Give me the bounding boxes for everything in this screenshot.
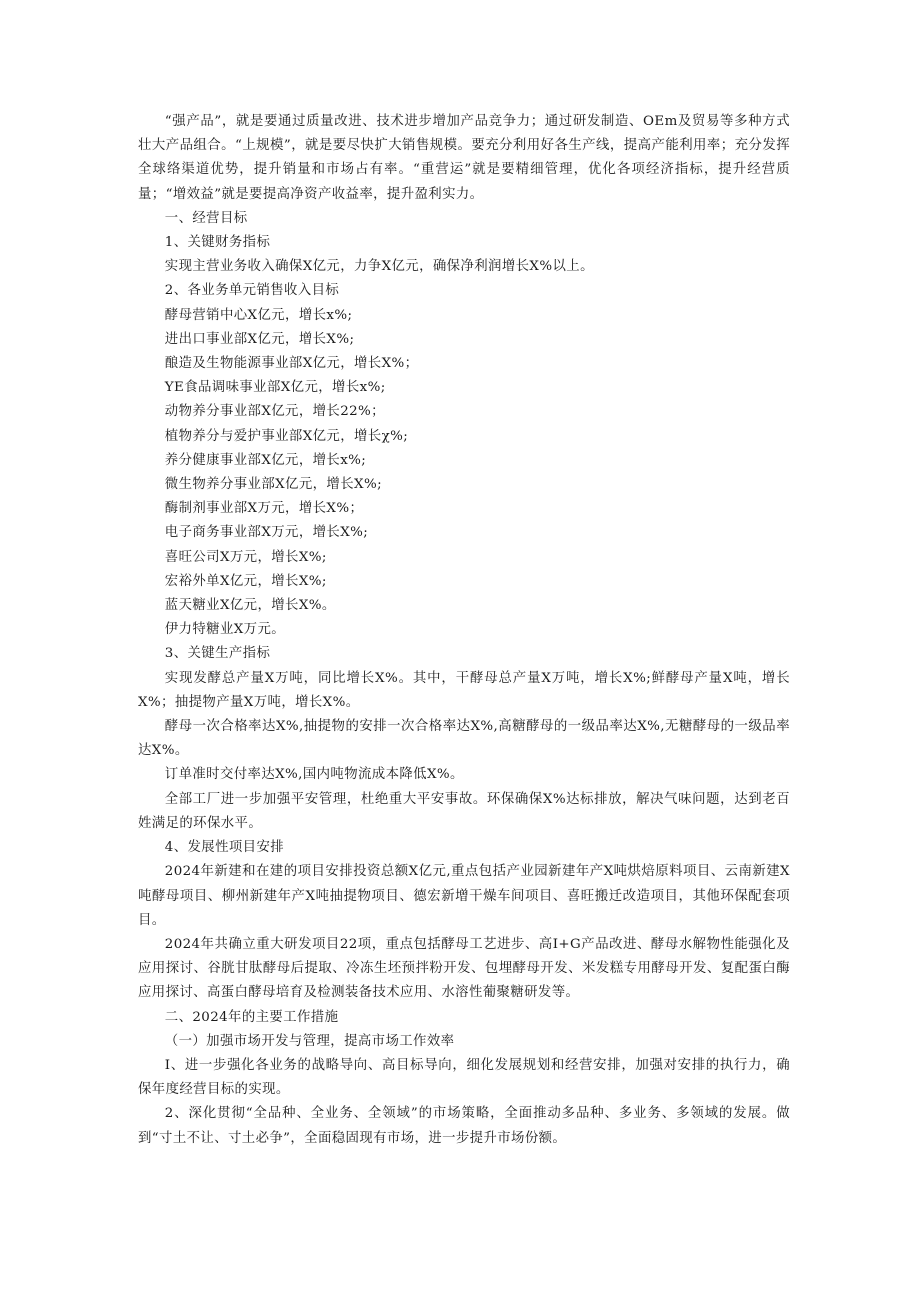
section-heading-business-goals: 一、经营目标: [164, 210, 248, 226]
investment-projects-paragraph: 2024年新建和在建的项目安排投资总额X亿元,重点包括产业园新建年产X吨烘焙原料项目、云南新建X吨酵母项目、柳州新建年产X吨抽提物项目、德宏新增干燥车间项目、喜旺搬迁改造项目，其他环保配套项目。: [138, 864, 790, 928]
unit-target-animal-nutrition: 动物养分事业部X亿元，增长22%；: [164, 404, 385, 420]
unit-target-xiwang: 喜旺公司X万元，增长X%;: [164, 549, 327, 565]
subheading-unit-sales-targets: 2、各业务单元销售收入目标: [164, 283, 340, 299]
unit-target-ecommerce: 电子商务事业部X万元，增长X%;: [164, 525, 369, 541]
rd-projects-paragraph: 2024年共确立重大研发项目22项，重点包括酵母工艺进步、高I+G产品改进、酵母水解物性能强化及应用探讨、谷胱甘肽酵母后提取、冷冻生坯预拌粉开发、包埋酵母开发、米发糕专用酵母开发、复配蛋白酶应用探讨、高蛋白酵母培育及检测装备技术应用、水溶性葡聚糖研发等。: [138, 936, 790, 1001]
document-body: [138, 110, 790, 1151]
measure-1-paragraph: I、进一步强化各业务的战略导向、高目标导向，细化发展规划和经营安排，加强对安排的执行力，确保年度经营目标的实现。: [138, 1057, 790, 1098]
quality-rate-paragraph: 酵母一次合格率达X%,抽提物的安排一次合格率达X%,高糖酵母的一级品率达X%,无糖酵母的一级品率达X%。: [138, 719, 790, 759]
unit-target-lantian-sugar: 蓝天糖业X亿元，增长X%。: [164, 598, 336, 614]
unit-target-yilite-sugar: 伊力特糖业X万元。: [164, 622, 286, 638]
safety-environment-paragraph: 全部工厂进一步加强平安管理，杜绝重大平安事故。环保确保X%达标排放，解决气味问题，达到老百姓满足的环保水平。: [138, 791, 790, 831]
unit-target-plant-nutrition: 植物养分与爱护事业部X亿元，增长χ%;: [164, 428, 409, 444]
unit-target-hongyu: 宏裕外单X亿元，增长X%;: [164, 573, 327, 589]
unit-target-enzyme: 酶制剂事业部X万元，增长X%；: [164, 501, 364, 517]
subheading-financial-indicators: 1、关键财务指标: [164, 235, 271, 251]
subheading-production-indicators: 3、关键生产指标: [164, 646, 271, 662]
delivery-logistics-paragraph: 订单准时交付率达X%,国内吨物流成本降低X%。: [164, 767, 464, 783]
unit-target-import-export: 进出口事业部X亿元，增长X%;: [164, 331, 355, 347]
subsection-market-development: （一）加强市场开发与管理，提高市场工作效率: [164, 1033, 455, 1049]
unit-target-yeast-marketing: 酵母营销中心X亿元，增长x%;: [164, 307, 353, 323]
unit-target-brewing-bioenergy: 酿造及生物能源事业部X亿元，增长X%；: [164, 356, 419, 372]
intro-paragraph: “强产品”，就是要通过质量改进、技术进步增加产品竞争力；通过研发制造、OEm及贸易等多种方式壮大产品组合。“上规模”，就是要尽快扩大销售规模。要充分利用好各生产线，提高产能利用率；充分发挥全球络渠道优势，提升销量和市场占有率。“重营运”就是要精细管理，优化各项经济指标，提升经营质量；“增效益”就是要提高净资产收益率，提升盈利实力。: [138, 114, 790, 202]
production-output-paragraph: 实现发酵总产量X万吨，同比增长X%。其中，干酵母总产量X万吨，增长X%;鲜酵母产量X吨，增长X%；抽提物产量X万吨，增长X%。: [138, 670, 790, 710]
unit-target-nutrition-health: 养分健康事业部X亿元，增长x%;: [164, 452, 367, 468]
measure-2-paragraph: 2、深化贯彻“全品种、全业务、全领域”的市场策略，全面推动多品种、多业务、多领域的发展。做到“寸土不让、寸土必争”，全面稳固现有市场，进一步提升市场份额。: [138, 1106, 790, 1146]
subheading-development-projects: 4、发展性项目安排: [164, 840, 285, 856]
unit-target-ye-food: YE食品调味事业部X亿元，增长x%;: [164, 380, 386, 396]
section-heading-work-measures: 二、2024年的主要工作措施: [164, 1009, 339, 1025]
financial-target-line: 实现主营业务收入确保X亿元，力争X亿元，确保净利润增长X%以上。: [164, 259, 594, 275]
unit-target-microbial-nutrition: 微生物养分事业部X亿元，增长X%;: [164, 477, 382, 493]
